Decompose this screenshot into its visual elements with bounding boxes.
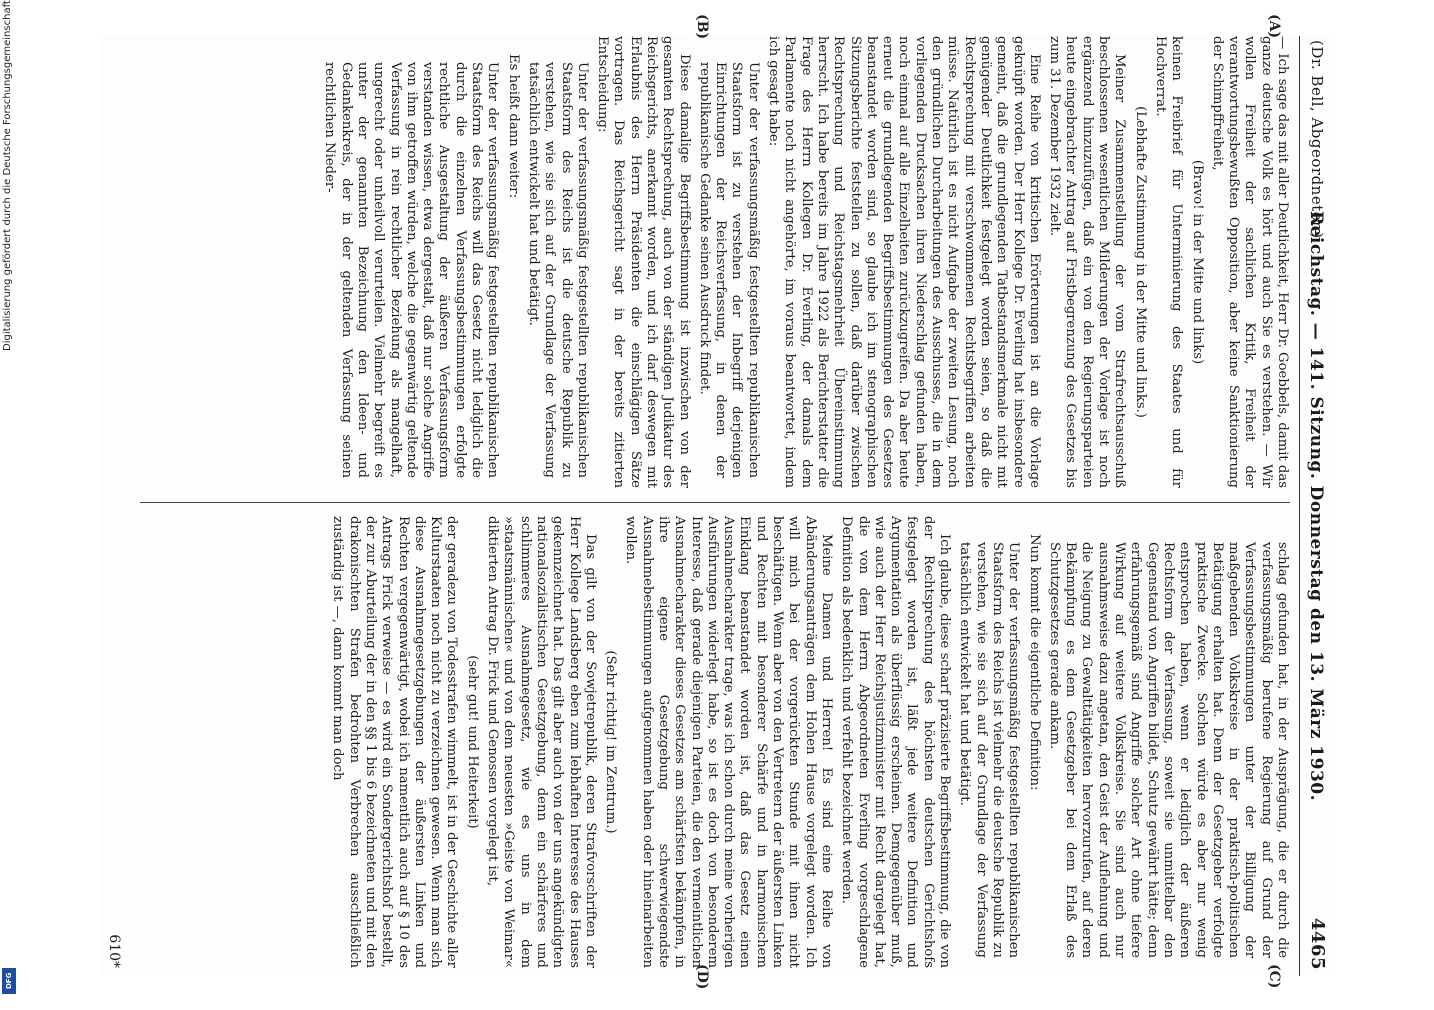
margin-mark-a: (A)	[1266, 14, 1282, 39]
right-column	[325, 516, 1290, 968]
margin-mark-d: (D)	[694, 964, 710, 990]
page-title: Reichstag. — 141. Sitzung. Donnerstag den 13. März 1930.	[1306, 210, 1326, 802]
interjection: (Bravo! in der Mitte und links)	[1189, 159, 1205, 365]
page-content-rotated	[100, 14, 1330, 990]
paragraph: Ich glaube, diese scharf präzisierte Begriffsbestimmung, die von der Rechtsprechung des höchsten deutschen Gerichtshofs festgelegt worden ist, läßt jede weitere Definition und Argumentation als überflüssig erscheinen. Demgegenüber muß, wie auch der Herr Reichsjustizminister mit Recht dargelegt hat, die von dem Herrn Abgeordneten Everling vorgeschlagene Definition als bedenklich und verfehlt bezeichnet werden.	[839, 516, 953, 968]
interjection: (Sehr richtig! im Zentrum.)	[603, 650, 619, 834]
column-divider	[140, 502, 1290, 503]
page-header	[1299, 36, 1330, 976]
sheet-number: 610*	[106, 934, 122, 968]
margin-mark-c: (C)	[1266, 964, 1282, 989]
digitization-note: Digitalisierung gefördert durch die Deutsche Forschungsgemeinschaft	[2, 0, 13, 351]
interjection: (sehr gut! und Heiterkeit)	[464, 655, 480, 829]
paragraph: Eine Reihe von kritischen Erörterungen ist an die Vorlage geknüpft worden. Der Herr Kollege Dr. Everling hat insbesondere gemeint, daß die grundlegenden Tatbestandsmerkmale nicht mit genügender Deutlichkeit festgelegt worden seien, so daß die Rechtsprechung mit verschwommenen Rechtsbegriffen arbeiten müsse. Natürlich ist es nicht Aufgabe der zweiten Lesung, noch den gründlichen Durcharbeitungen des Ausschusses, die in dem vorliegenden Drucksachen ihren Niederschlag gefunden haben, noch einmal auf alle Einzelheiten zurückzugreifen. Da aber heute erneut die grundlegenden Begriffsbestimmungen des Gesetzes beanstandet worden sind, so glaube ich im stenographischen Sitzungsberichte feststellen zu sollen, daß darüber zwischen Rechtsprechung und Reichstagsmehrheit Übereinstimmung herrscht. Ich habe bereits im Jahre 1922 als Berichterstatter die Frage des Herrn Kollegen Dr. Everling, der damals dem Parlamente noch nicht angehörte, im voraus beantwortet, indem ich gesagt habe:	[766, 36, 1042, 488]
paragraph: — Ich sage das mit aller Deutlichkeit, Herr Dr. Goebbels, damit das ganze deutsche Volk es hört und auch Sie es verstehen. — Wir wollen Freiheit der sachlichen Kritik, Freiheit der verantwortungsbewußten Opposition, aber keine Sanktionierung der Schimpffreiheit,	[1209, 36, 1290, 488]
paragraph: Meiner Zusammenstellung der vom Strafrechtsausschuß beschlossenen wesentlichen Milderungen der Vorlage ist noch ergänzend hinzuzufügen, daß ein von den Regierungsparteien heute eingebrachter Antrag auf Fristbegrenzung des Gesetzes bis zum 31. Dezember 1932 zielt.	[1047, 36, 1128, 488]
dfg-logo: DFG	[2, 968, 16, 994]
left-column	[317, 36, 1290, 488]
margin-mark-b: (B)	[694, 14, 710, 40]
quotation: Unter der verfassungsmäßig festgestellten republikanischen Staatsform des Reichs will das Gesetz nicht lediglich die durch die einzelnen Verfassungsbestimmungen erfolgte rechtliche Ausgestaltung der äußeren Verfassungsform verstanden wissen, etwa dergestalt, daß nur solche Angriffe von ihm getroffen würden, welche die gegenwärtig geltende Verfassung in rein rechtlicher Beziehung als mangelhaft, ungerecht oder unheilvoll verurteilen. Vielmehr begreift es unter der genannten Bezeichnung den Ideen- und Gedankenkreis, der in der geltenden Verfassung seinen rechtlichen Nieder-	[322, 62, 501, 478]
paragraph: Das gilt von der Sowjetrepublik, deren Strafvorschriften der Herr Kollege Landsberg eben zum lebhaften Interesse des Hauses gekennzeichnet hat. Das gilt aber auch von der uns angekündigten nationalsozialistischen Gesetzgebung, denn ein schärferes und schlimmeres Ausnahmegesetz, wie es uns in dem »staatsmännischen« und von dem neuesten »Geiste von Weimar« diktierten Antrag Dr. Frick und Genossen vorgelegt ist,	[485, 516, 598, 968]
page-number: 4465	[1307, 917, 1328, 970]
paragraph: keinen Freibrief für Unterminierung des Staates und für Hochverrat.	[1152, 36, 1185, 488]
interjection: (Lebhafte Zustimmung in der Mitte und links.)	[1132, 106, 1148, 418]
paragraph: Diese damalige Begriffsbestimmung ist inzwischen von der gesamten Rechtsprechung, auch von der ständigen Judikatur des Reichsgerichts, anerkannt worden, und ich darf deswegen mit Erlaubnis des Herrn Präsidenten die einschlägigen Sätze vortragen. Das Reichsgericht sagt in der bereits zitierten Entscheidung:	[595, 36, 692, 488]
quotation: Unter der verfassungsmäßig festgestellten republikanischen Staatsform ist zu verstehen der Inbegriff derjenigen Einrichtungen der Reichsverfassung, in denen der republikanische Gedanke seinen Ausdruck findet.	[696, 62, 761, 478]
quotation: Unter der verfassungsmäßig festgestellten republikanischen Staatsform des Reichs ist die deutsche Republik zu verstehen, wie sie sich auf der Grundlage der Verfassung tatsächlich entwickelt hat und betätigt.	[525, 62, 590, 478]
paragraph: Meine Damen und Herren! Es sind eine Reihe von Abänderungsanträgen dem Hohen Hause vorgelegt worden. Ich will mich bei der vorgerückten Stunde mit ihnen nicht beschäftigen. Wenn aber von den Vertretern der äußersten Linken und Rechten mit besonderer Schärfe und in harmonischem Einklang beanstandet worden ist, daß das Gesetz einen Ausnahmecharakter trage, was ich schon durch meine vorherigen Ausführungen widerlegt habe, so ist es doch von besonderem Interesse, daß gerade diejenigen Parteien, die den vermeintlichen Ausnahmecharakter dieses Gesetzes am schärfsten bekämpfen, in ihre eigene Gesetzgebung schwerwiegendste Ausnahmebestimmungen aufgenommen haben oder hineinarbeiten wollen.	[623, 516, 834, 968]
paragraph: Nun kommt die eigentliche Definition:	[1026, 534, 1042, 791]
quotation: schlag gefunden hat, in der Ausprägung, die er durch die verfassungsmäßig berufene Regierung auf Grund der Verfassungsbestimmungen unter der Billigung der maßgebenden Volkskreise in der praktisch-politischen Betätigung erhalten hat. Denn der Gesetzgeber verfolgte praktische Zwecke. Solchen würde es aber nur wenig entsprochen haben, wenn er lediglich der äußeren Rechtsform der Verfassung, soweit sie unmittelbar den Gegenstand von Angriffen bildet, Schutz gewährt hätte; denn erfahrungsgemäß sind Angriffe solcher Art ohne tiefere Wirkung auf weitere Volkskreise. Sie sind auch nur ausnahmsweise dazu angetan, den Geist der Auflehnung und die Neigung zu Gewalttätigkeiten hervorzurufen, auf deren Bekämpfung es dem Gesetzgeber bei dem Erlaß des Schutzgesetzes gerade ankam.	[1046, 542, 1290, 958]
paragraph: der geradezu von Todesstrafen wimmelt, ist in der Geschichte aller Kulturstaaten noch nicht zu verzeichnen gewesen. Wenn man sich diese Ausnahmegesetzgebungen der äußersten Linken und Rechten vergegenwärtigt, wobei ich namentlich auch auf § 10 des Antrags Frick verweise — es wird ein Sondergerichtshof bestellt, der zur Aburteilung der in den §§ 1 bis 6 bezeichneten und mit den drakonischten Strafen bedrohten Verbrechen ausschließlich zuständig ist —, dann kommt man doch	[330, 516, 460, 968]
speaker-label: (Dr. Bell, Abgeordneter.)	[1308, 40, 1326, 239]
paragraph: Es heißt dann weiter:	[505, 54, 521, 199]
quotation: Unter der verfassungsmäßig festgestellten republikanischen Staatsform des Reichs ist vielmehr die deutsche Republik zu verstehen, wie sie sich auf der Grundlage der Verfassung tatsächlich entwickelt hat und betätigt.	[957, 542, 1022, 958]
